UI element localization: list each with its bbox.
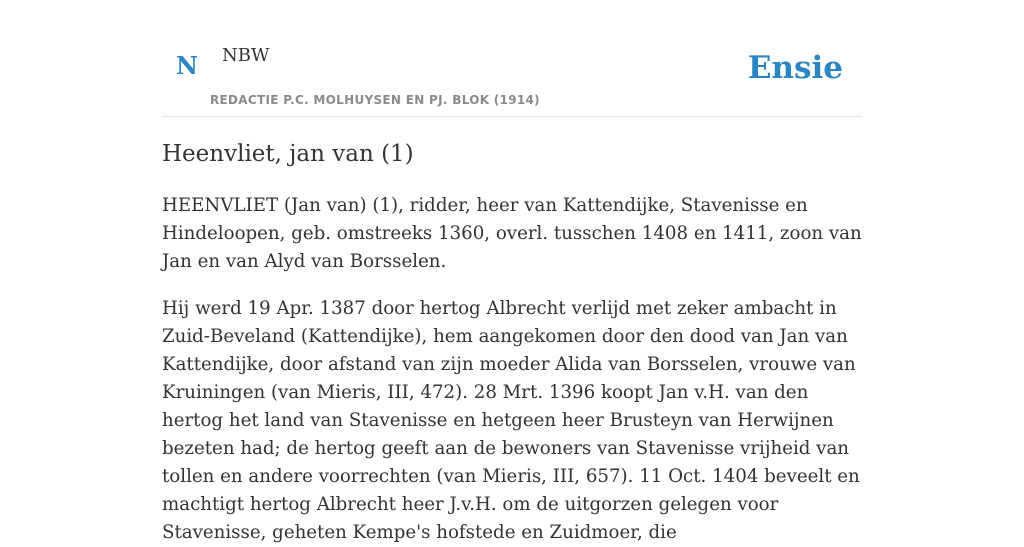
ensie-brand-link[interactable]: Ensie bbox=[747, 50, 843, 86]
article-paragraph-1: HEENVLIET (Jan van) (1), ridder, heer van Kattendijke, Stavenisse en Hindeloopen, geb. omstreeks 1360, overl. tusschen 1408 en 1411, zoon van Jan en van Alyd van Borsselen. bbox=[162, 195, 862, 272]
book-title[interactable]: NBW bbox=[222, 45, 270, 66]
book-editors: REDACTIE P.C. MOLHUYSEN EN PJ. BLOK (1914) bbox=[210, 93, 540, 107]
book-logo-link[interactable]: N bbox=[176, 51, 198, 80]
article bbox=[162, 138, 862, 547]
article-paragraph-2: Hij werd 19 Apr. 1387 door hertog Albrecht verlijd met zeker ambacht in Zuid-Beveland (Kattendijke), hem aangekomen door den dood van Jan van Kattendijke, door afstand van zijn moeder Alida van Borsselen, vrouwe van Kruiningen (van Mieris, III, 472). 28 Mrt. 1396 koopt Jan v.H. van den hertog het land van Stavenisse en hetgeen heer Brusteyn van Herwijnen bezeten had; de hertog geeft aan de bewoners van Stavenisse vrijheid van tollen en andere voorrechten (van Mieris, III, 657). 11 Oct. 1404 beveelt en machtigt hertog Albrecht heer J.v.H. om de uitgorzen gelegen voor Stavenisse, geheten Kempe's hofstede en Zuidmoer, die bbox=[162, 298, 860, 543]
site-header bbox=[162, 0, 862, 117]
article-title: Heenvliet, jan van (1) bbox=[162, 141, 414, 167]
